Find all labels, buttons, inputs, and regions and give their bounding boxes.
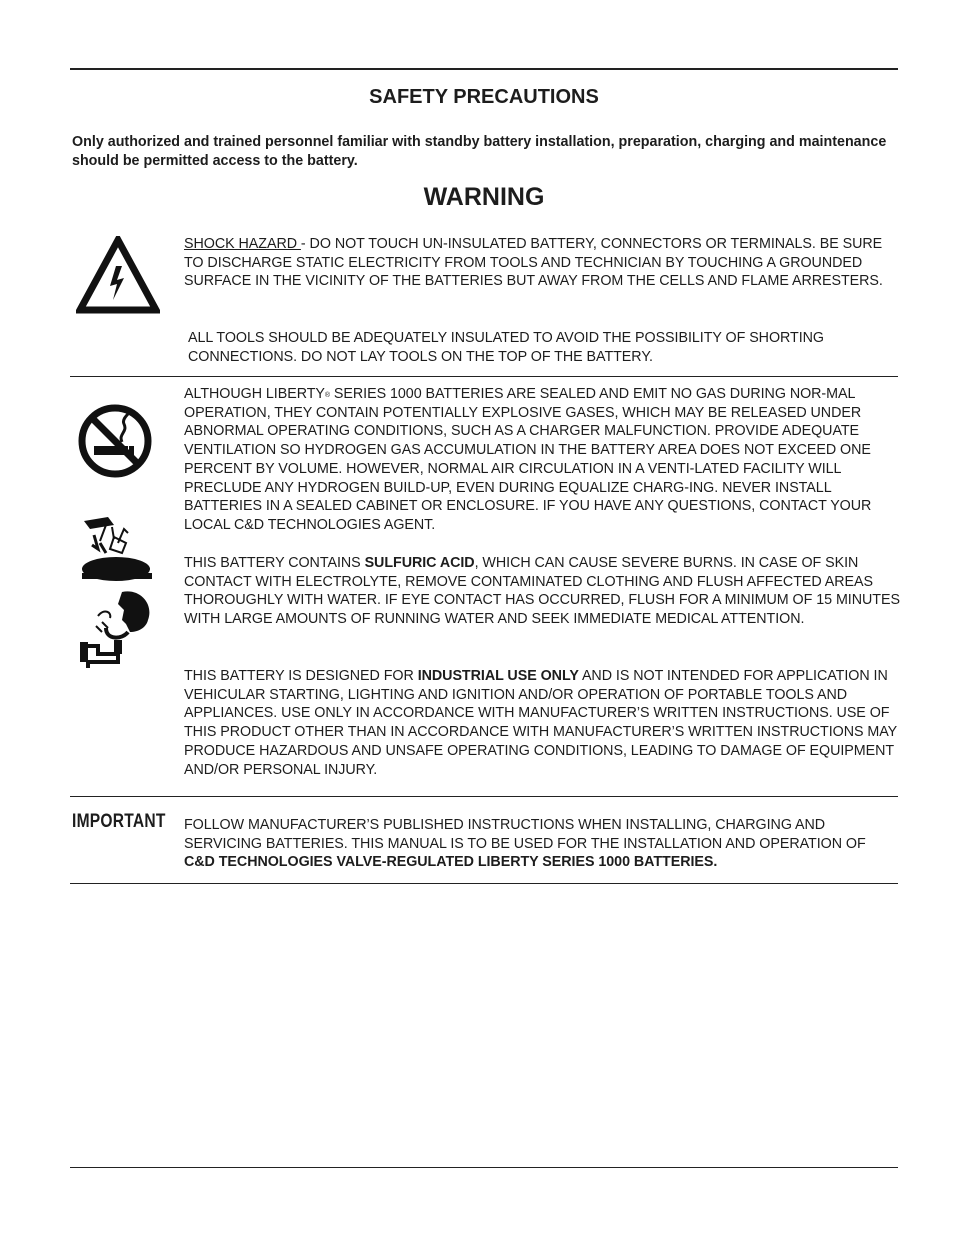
important-paragraph (184, 816, 900, 872)
footer-rule (70, 1167, 898, 1168)
industrial-use-bold: INDUSTRIAL USE ONLY (417, 668, 579, 684)
page-title: SAFETY PRECAUTIONS (369, 86, 599, 108)
section-divider (70, 796, 898, 797)
important-label: IMPORTANT (72, 811, 166, 832)
registered-mark: ® (324, 392, 330, 399)
shock-hazard-label: SHOCK HAZARD (184, 236, 301, 252)
shock-hazard-paragraph (184, 235, 900, 291)
section-divider (70, 376, 898, 377)
intro-text: Only authorized and trained personnel familiar with standby battery installation, preparation, charging and maintenance should be permitted access to the battery. (72, 134, 887, 169)
no-smoking-icon (76, 402, 154, 480)
acid-warning-lead: THIS BATTERY CONTAINS (184, 555, 365, 571)
warning-heading: WARNING (423, 183, 545, 211)
electric-shock-warning-icon (76, 236, 160, 314)
gas-warning-text: SERIES 1000 BATTERIES ARE SEALED AND EMIT NO GAS DURING NOR-MAL OPERATION, THEY CONTAIN POTENTIALLY EXPLOSIVE GASES, WHICH MAY BE RELEASED UNDER ABNORMAL OPERATING CONDITIONS, SUCH AS A CHARGER MALFUNCTION. PROVIDE ADEQUATE VENTILATION SO HYDROGEN GAS ACCUMULATION IN THE BATTERY AREA DOES NOT EXCEED ONE PERCENT BY VOLUME. HOWEVER, NORMAL AIR CIRCULATION IN A VENTI-LATED FACILITY WILL PRECLUDE ANY HYDROGEN BUILD-UP, EVEN DURING EQUALIZE CHARG-ING. NEVER INSTALL BATTERIES IN A SEALED CABINET OR ENCLOSURE. IF YOU HAVE ANY QUESTIONS, CONTACT YOUR LOCAL C&D TECHNOLOGIES AGENT. (184, 386, 872, 533)
tools-paragraph (188, 329, 900, 366)
acid-warning-paragraph (184, 554, 900, 629)
important-text: FOLLOW MANUFACTURER’S PUBLISHED INSTRUCTIONS WHEN INSTALLING, CHARGING AND SERVICING BATTERIES. THIS MANUAL IS TO BE USED FOR THE INSTALLATION AND OPERATION OF (184, 817, 866, 852)
top-rule (70, 68, 898, 70)
industrial-use-lead: THIS BATTERY IS DESIGNED FOR (184, 668, 418, 684)
acid-warning-bold: SULFURIC ACID (364, 555, 475, 571)
section-divider (70, 883, 898, 884)
shock-hazard-text: - DO NOT TOUCH UN-INSULATED BATTERY, CONNECTORS OR TERMINALS. BE SURE TO DISCHARGE STATIC ELECTRICITY FROM TOOLS AND TECHNICIAN BY TOUCHING A GROUNDED SURFACE IN THE VICINITY OF THE BATTERIES BUT AWAY FROM THE CELLS AND FLAME ARRESTERS. (184, 236, 883, 290)
acid-warning-text: , WHICH CAN CAUSE SEVERE BURNS. IN CASE OF SKIN CONTACT WITH ELECTROLYTE, REMOVE CONTAMINATED CLOTHING AND FLUSH AFFECTED AREAS THOROUGHLY WITH WATER. IF EYE CONTACT HAS OCCURRED, FLUSH FOR A MINIMUM OF 15 MINUTES WITH LARGE AMOUNTS OF RUNNING WATER AND SEEK IMMEDIATE MEDICAL ATTENTION. (184, 555, 900, 628)
tools-text: ALL TOOLS SHOULD BE ADEQUATELY INSULATED TO AVOID THE POSSIBILITY OF SHORTING CONNECTIONS. DO NOT LAY TOOLS ON THE TOP OF THE BATTERY. (188, 330, 824, 365)
gas-warning-lead: ALTHOUGH LIBERTY (184, 386, 325, 402)
industrial-use-text: AND IS NOT INTENDED FOR APPLICATION IN VEHICULAR STARTING, LIGHTING AND IGNITION AND/OR OPERATION OF PORTABLE TOOLS AND APPLIANCES. USE ONLY IN ACCORDANCE WITH MANUFACTURER’S WRITTEN INSTRUCTIONS. USE OF THIS PRODUCT OTHER THAN IN ACCORDANCE WITH MANUFACTURER’S WRITTEN INSTRUCTIONS MAY PRODUCE HAZARDOUS AND UNSAFE OPERATING CONDITIONS, LEADING TO DAMAGE OF EQUIPMENT AND/OR PERSONAL INJURY. (184, 668, 897, 778)
important-bold: C&D TECHNOLOGIES VALVE-REGULATED LIBERTY SERIES 1000 BATTERIES. (184, 854, 718, 871)
gas-warning-paragraph (184, 385, 900, 535)
industrial-use-paragraph (184, 667, 900, 779)
eye-wash-icon (78, 588, 156, 668)
corrosive-acid-icon (78, 515, 158, 585)
